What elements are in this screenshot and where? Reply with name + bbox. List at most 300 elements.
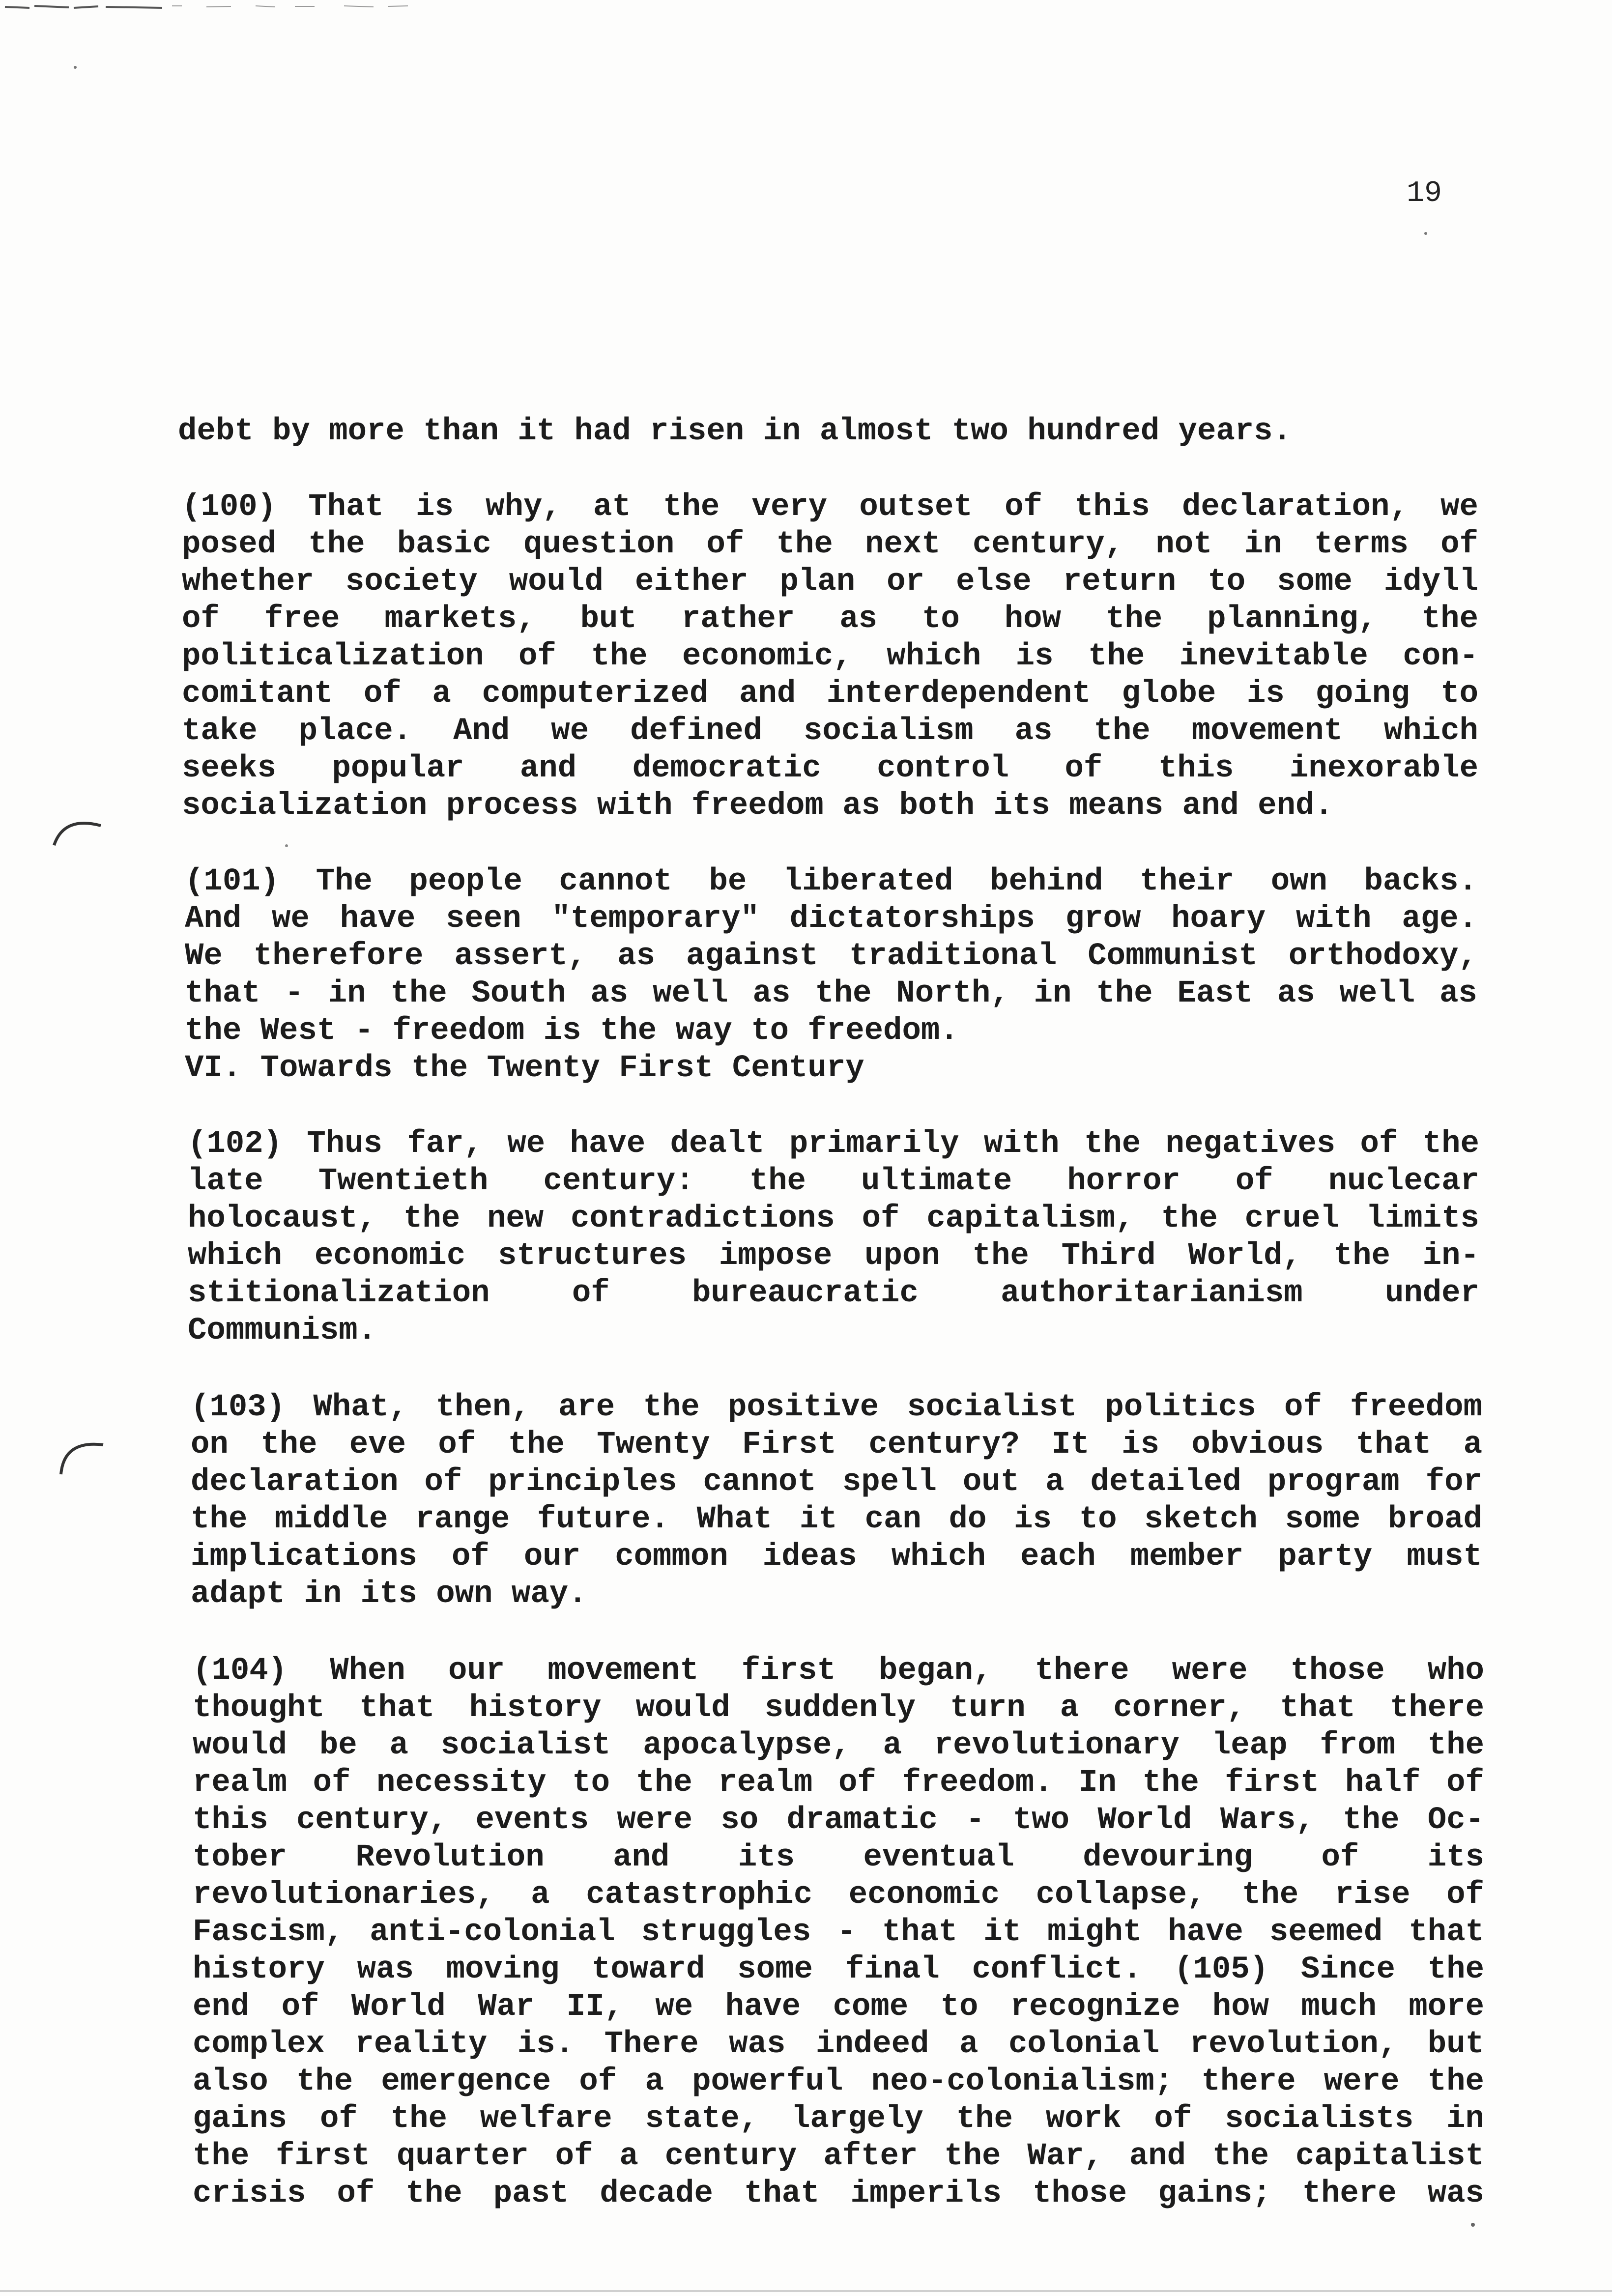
word: that bbox=[359, 1691, 435, 1726]
word: grow bbox=[1065, 901, 1141, 937]
word: that bbox=[744, 2176, 820, 2211]
scan-dot bbox=[284, 843, 289, 848]
word: the bbox=[1094, 714, 1151, 749]
word: struggles bbox=[641, 1915, 811, 1950]
word: the bbox=[749, 1164, 806, 1199]
word: gains bbox=[193, 2101, 288, 2137]
word: program bbox=[1267, 1464, 1400, 1500]
word: whether bbox=[182, 564, 314, 600]
word: of bbox=[182, 602, 220, 637]
word: of bbox=[1360, 1126, 1398, 1162]
word: must bbox=[1407, 1539, 1482, 1575]
word: (103) bbox=[191, 1390, 286, 1425]
word: stitionalization bbox=[188, 1276, 490, 1311]
word: their bbox=[1140, 864, 1235, 899]
word: who bbox=[1427, 1653, 1484, 1689]
word: also bbox=[193, 2064, 268, 2099]
word: conflict. bbox=[972, 1952, 1142, 1987]
word: What, bbox=[313, 1390, 408, 1425]
word: the bbox=[1142, 1765, 1199, 1801]
word: that bbox=[1355, 1427, 1432, 1463]
word: history bbox=[193, 1952, 325, 1987]
word: moving bbox=[446, 1952, 560, 1987]
word: basic bbox=[397, 527, 491, 562]
word: the bbox=[390, 2101, 447, 2137]
word: necessity bbox=[376, 1765, 547, 1801]
word: are bbox=[558, 1390, 615, 1425]
word: popular bbox=[332, 751, 464, 786]
word: economic bbox=[848, 1877, 1000, 1913]
word: can bbox=[864, 1502, 921, 1537]
word: It bbox=[1052, 1427, 1090, 1463]
word: the bbox=[1096, 976, 1153, 1011]
word: rise bbox=[1334, 1877, 1410, 1913]
text-line: socialization process with freedom as both its means and end. bbox=[182, 788, 1333, 824]
word: inexorable bbox=[1289, 751, 1478, 786]
word: leap bbox=[1211, 1728, 1288, 1763]
word: the bbox=[296, 2064, 353, 2099]
word: backs. bbox=[1364, 864, 1477, 899]
word: the bbox=[1421, 602, 1478, 637]
word: upon bbox=[864, 1238, 940, 1274]
word: the bbox=[1105, 602, 1163, 637]
word: the bbox=[260, 1427, 317, 1463]
word: realm bbox=[193, 1765, 288, 1801]
word: of bbox=[281, 1989, 319, 2025]
text-line bbox=[193, 1652, 1484, 1690]
word: toward bbox=[591, 1952, 705, 1987]
word: were bbox=[1324, 2064, 1400, 2099]
word: late bbox=[188, 1164, 263, 1199]
word: our bbox=[448, 1653, 505, 1689]
word: of bbox=[579, 2064, 617, 2099]
word: a bbox=[1463, 1427, 1482, 1463]
word: end bbox=[193, 1989, 250, 2025]
word: in bbox=[1446, 2101, 1484, 2137]
text-line: Communism. bbox=[188, 1313, 377, 1349]
word: What bbox=[696, 1502, 773, 1537]
word: the bbox=[1427, 2064, 1484, 2099]
word: hoary bbox=[1171, 901, 1266, 937]
word: globe bbox=[1122, 676, 1216, 712]
word: as bbox=[1277, 976, 1315, 1011]
word: imperils bbox=[850, 2176, 1002, 2211]
word: its bbox=[738, 1840, 795, 1875]
text-line bbox=[182, 750, 1478, 787]
text-line bbox=[182, 675, 1478, 713]
text-line: adapt in its own way. bbox=[191, 1577, 587, 1612]
word: declaration, bbox=[1181, 489, 1409, 525]
text-line bbox=[188, 1125, 1479, 1163]
text-line bbox=[193, 2063, 1484, 2100]
word: welfare bbox=[480, 2101, 612, 2137]
word: horror bbox=[1067, 1164, 1180, 1199]
word: began, bbox=[878, 1653, 992, 1689]
word: limits bbox=[1366, 1201, 1479, 1236]
word: apocalypse, bbox=[643, 1728, 851, 1763]
word: of bbox=[363, 676, 402, 712]
word: suddenly bbox=[764, 1691, 916, 1726]
word: idyll bbox=[1383, 564, 1478, 600]
word: were bbox=[617, 1803, 692, 1838]
word: eve bbox=[349, 1427, 406, 1463]
word: bureaucratic bbox=[691, 1276, 919, 1311]
word: the bbox=[405, 2176, 462, 2211]
word: it bbox=[799, 1502, 837, 1537]
word: this bbox=[1158, 751, 1234, 786]
word: well bbox=[1339, 976, 1415, 1011]
word: planning, bbox=[1207, 602, 1377, 637]
word: Thus bbox=[307, 1126, 383, 1162]
word: Third bbox=[1061, 1238, 1156, 1274]
word: much bbox=[1301, 1989, 1377, 2025]
text-line bbox=[182, 638, 1478, 675]
word: tober bbox=[193, 1840, 288, 1875]
word: cruel bbox=[1244, 1201, 1339, 1236]
word: capitalism, bbox=[926, 1201, 1134, 1236]
word: inevitable bbox=[1179, 639, 1368, 674]
word: final bbox=[845, 1952, 940, 1987]
word: which bbox=[891, 1539, 986, 1575]
text-line bbox=[188, 1275, 1479, 1312]
word: is. bbox=[517, 2027, 575, 2062]
word: The bbox=[316, 864, 373, 899]
word: of bbox=[838, 1765, 876, 1801]
word: a bbox=[959, 2027, 979, 2062]
word: the bbox=[643, 1390, 700, 1425]
text-line bbox=[193, 1839, 1484, 1876]
word: (104) bbox=[193, 1653, 288, 1689]
word: free bbox=[264, 602, 340, 637]
word: which bbox=[1383, 714, 1478, 749]
word: was bbox=[1427, 2176, 1484, 2211]
word: have bbox=[1168, 1915, 1243, 1950]
word: nuclecar bbox=[1328, 1164, 1479, 1199]
word: recognize bbox=[1010, 1989, 1180, 2025]
word: impose bbox=[719, 1238, 833, 1274]
word: interdependent bbox=[826, 676, 1091, 712]
word: powerful bbox=[692, 2064, 843, 2099]
word: Twentieth bbox=[318, 1164, 489, 1199]
word: orthodoxy, bbox=[1288, 939, 1477, 974]
margin-arc-mark bbox=[54, 1425, 113, 1479]
word: our bbox=[523, 1539, 581, 1575]
word: seen bbox=[446, 901, 521, 937]
text-line bbox=[182, 488, 1478, 526]
word: as bbox=[590, 976, 629, 1011]
word: is bbox=[1246, 676, 1285, 712]
word: question bbox=[523, 527, 675, 562]
word: complex bbox=[193, 2027, 325, 2062]
word: sketch bbox=[1144, 1502, 1258, 1537]
word: That bbox=[308, 489, 384, 525]
word: revolutionaries, bbox=[193, 1877, 495, 1913]
word: indeed bbox=[815, 2027, 929, 2062]
word: those bbox=[1290, 1653, 1385, 1689]
text-line: the West - freedom is the way to freedom. bbox=[185, 1013, 959, 1049]
word: revolutionary bbox=[934, 1728, 1180, 1763]
word: of bbox=[451, 1539, 489, 1575]
word: holocaust, bbox=[188, 1201, 377, 1236]
word: the bbox=[191, 1502, 248, 1537]
word: first bbox=[741, 1653, 836, 1689]
word: catastrophic bbox=[586, 1877, 813, 1913]
word: the bbox=[944, 2139, 1001, 2174]
word: of bbox=[1440, 527, 1478, 562]
section-heading: VI. Towards the Twenty First Century bbox=[185, 1051, 864, 1086]
word: in bbox=[1244, 527, 1282, 562]
word: capitalist bbox=[1295, 2139, 1484, 2174]
word: eventual bbox=[863, 1840, 1014, 1875]
word: would bbox=[193, 1728, 288, 1763]
word: work bbox=[1045, 2101, 1122, 2137]
word: the bbox=[1427, 1728, 1484, 1763]
word: terms bbox=[1314, 527, 1409, 562]
word: economic, bbox=[682, 639, 852, 674]
word: freedom. bbox=[902, 1765, 1053, 1801]
scan-dot bbox=[1469, 2221, 1476, 2228]
word: there bbox=[1035, 1653, 1129, 1689]
word: there bbox=[1389, 1691, 1484, 1726]
word: at bbox=[593, 489, 631, 525]
margin-arc-mark bbox=[49, 806, 108, 850]
word: next bbox=[864, 527, 941, 562]
word: this bbox=[1074, 489, 1150, 525]
text-line bbox=[182, 601, 1478, 638]
word: state, bbox=[645, 2101, 759, 2137]
word: we bbox=[507, 1126, 546, 1162]
word: therefore bbox=[253, 939, 424, 974]
word: the bbox=[972, 1238, 1029, 1274]
word: would bbox=[635, 1691, 730, 1726]
word: Since bbox=[1300, 1952, 1395, 1987]
word: a bbox=[432, 676, 451, 712]
word: "temporary" bbox=[551, 901, 759, 937]
word: (105) bbox=[1174, 1952, 1269, 1987]
word: under bbox=[1384, 1276, 1479, 1311]
word: of bbox=[1446, 1877, 1484, 1913]
scan-artifact-top bbox=[0, 0, 442, 20]
word: seemed bbox=[1269, 1915, 1383, 1950]
word: of bbox=[1154, 2101, 1192, 2137]
word: declaration bbox=[191, 1464, 399, 1500]
word: to bbox=[1440, 676, 1478, 712]
word: first bbox=[276, 2139, 371, 2174]
word: gains; bbox=[1158, 2176, 1271, 2211]
text-line: debt by more than it had risen in almost two hundred years. bbox=[178, 414, 1292, 449]
word: society bbox=[345, 564, 478, 600]
word: socialism bbox=[803, 714, 974, 749]
word: history bbox=[469, 1691, 602, 1726]
word: so bbox=[720, 1803, 759, 1838]
word: the bbox=[1333, 1238, 1390, 1274]
word: is bbox=[416, 489, 454, 525]
word: cannot bbox=[559, 864, 672, 899]
word: there bbox=[1302, 2176, 1397, 2211]
text-line bbox=[185, 900, 1477, 938]
word: of bbox=[313, 1765, 351, 1801]
word: more bbox=[1409, 1989, 1484, 2025]
word: politicalization bbox=[182, 639, 484, 674]
word: of bbox=[1065, 751, 1103, 786]
word: and bbox=[739, 676, 796, 712]
word: democratic bbox=[632, 751, 821, 786]
word: we bbox=[655, 1989, 693, 2025]
word: but bbox=[580, 602, 637, 637]
word: of bbox=[862, 1201, 900, 1236]
word: going bbox=[1315, 676, 1410, 712]
word: cannot bbox=[703, 1464, 816, 1500]
word: the bbox=[1212, 2139, 1269, 2174]
word: the bbox=[508, 1427, 565, 1463]
text-line bbox=[193, 1951, 1484, 1988]
word: it bbox=[983, 1915, 1022, 1950]
word: principles bbox=[488, 1464, 677, 1500]
word: be bbox=[709, 864, 747, 899]
word: as bbox=[1439, 976, 1477, 1011]
word: century? bbox=[868, 1427, 1020, 1463]
word: out bbox=[962, 1464, 1020, 1500]
text-line bbox=[188, 1237, 1479, 1275]
word: quarter bbox=[396, 2139, 529, 2174]
word: of bbox=[424, 1464, 462, 1500]
text-line bbox=[182, 563, 1478, 601]
word: the bbox=[403, 1201, 461, 1236]
word: with bbox=[983, 1126, 1060, 1162]
word: range bbox=[415, 1502, 510, 1537]
word: to bbox=[921, 602, 960, 637]
word: have bbox=[340, 901, 416, 937]
word: as bbox=[1014, 714, 1053, 749]
word: largely bbox=[791, 2101, 923, 2137]
word: decade bbox=[600, 2176, 713, 2211]
word: contradictions bbox=[571, 1201, 835, 1236]
text-line bbox=[185, 938, 1477, 975]
word: authoritarianism bbox=[1001, 1276, 1303, 1311]
text-line bbox=[193, 2100, 1484, 2138]
word: is bbox=[1122, 1427, 1159, 1463]
word: the bbox=[663, 489, 720, 525]
word: the bbox=[1161, 1201, 1218, 1236]
scan-dot bbox=[1423, 231, 1428, 236]
word: traditional bbox=[849, 939, 1057, 974]
word: might bbox=[1047, 1915, 1142, 1950]
word: World bbox=[351, 1989, 446, 2025]
word: that bbox=[882, 1915, 958, 1950]
word: posed bbox=[182, 527, 277, 562]
word: plan bbox=[779, 564, 856, 600]
word: ultimate bbox=[861, 1164, 1012, 1199]
word: spell bbox=[842, 1464, 937, 1500]
word: of bbox=[319, 2101, 358, 2137]
word: collapse, bbox=[1036, 1877, 1206, 1913]
word: after bbox=[823, 2139, 918, 2174]
word: And bbox=[185, 901, 242, 937]
word: (100) bbox=[182, 489, 277, 525]
word: colonial bbox=[1008, 2027, 1160, 2062]
word: - bbox=[837, 1915, 856, 1950]
word: be bbox=[319, 1728, 357, 1763]
word: of bbox=[555, 2139, 593, 2174]
word: revolution, bbox=[1189, 2027, 1398, 2062]
word: There bbox=[604, 2027, 699, 2062]
word: crisis bbox=[193, 2176, 306, 2211]
word: a bbox=[883, 1728, 902, 1763]
word: the bbox=[776, 527, 833, 562]
page-number: 19 bbox=[1407, 177, 1442, 210]
text-line bbox=[185, 863, 1477, 900]
text-line bbox=[191, 1501, 1482, 1538]
word: have bbox=[725, 1989, 801, 2025]
text-line bbox=[193, 2026, 1484, 2063]
word: for bbox=[1425, 1464, 1482, 1500]
word: party bbox=[1278, 1539, 1373, 1575]
word: control bbox=[877, 751, 1009, 786]
word: We bbox=[185, 939, 223, 974]
word: half bbox=[1345, 1765, 1421, 1801]
word: that bbox=[185, 976, 260, 1011]
word: as bbox=[752, 976, 791, 1011]
bottom-scan-edge bbox=[0, 2290, 1612, 2292]
text-line bbox=[191, 1389, 1482, 1426]
word: common bbox=[615, 1539, 728, 1575]
word: with bbox=[1295, 901, 1372, 937]
word: of bbox=[1284, 1390, 1322, 1425]
word: Fascism, bbox=[193, 1915, 344, 1950]
word: thought bbox=[193, 1691, 325, 1726]
word: of bbox=[1321, 1840, 1359, 1875]
word: were bbox=[1172, 1653, 1248, 1689]
word: as bbox=[617, 939, 656, 974]
word: economic bbox=[314, 1238, 466, 1274]
word: return bbox=[1063, 564, 1177, 600]
word: the bbox=[1088, 639, 1145, 674]
word: to bbox=[940, 1989, 979, 2025]
word: World bbox=[1097, 1803, 1192, 1838]
word: of bbox=[438, 1427, 476, 1463]
word: century: bbox=[543, 1164, 694, 1199]
word: do bbox=[949, 1502, 987, 1537]
word: in bbox=[328, 976, 366, 1011]
word: on bbox=[191, 1427, 229, 1463]
word: rather bbox=[681, 602, 795, 637]
text-line bbox=[193, 1764, 1484, 1802]
word: the bbox=[815, 976, 872, 1011]
word: from bbox=[1320, 1728, 1395, 1763]
word: movement bbox=[1191, 714, 1343, 749]
word: some bbox=[1277, 564, 1353, 600]
word: new bbox=[487, 1201, 544, 1236]
word: come bbox=[833, 1989, 909, 2025]
word: con- bbox=[1403, 639, 1478, 674]
text-line bbox=[193, 2138, 1484, 2175]
word: to bbox=[1079, 1502, 1117, 1537]
word: of bbox=[337, 2176, 375, 2211]
word: to bbox=[1208, 564, 1246, 600]
word: When bbox=[330, 1653, 405, 1689]
word: future. bbox=[537, 1502, 669, 1537]
word: we bbox=[272, 901, 310, 937]
word: of bbox=[1005, 489, 1042, 525]
word: century bbox=[664, 2139, 797, 2174]
word: obvious bbox=[1191, 1427, 1324, 1463]
word: age. bbox=[1402, 901, 1477, 937]
word: of bbox=[572, 1276, 610, 1311]
word: comitant bbox=[182, 676, 333, 712]
text-line bbox=[191, 1538, 1482, 1576]
word: detailed bbox=[1090, 1464, 1241, 1500]
word: the bbox=[1241, 1877, 1299, 1913]
